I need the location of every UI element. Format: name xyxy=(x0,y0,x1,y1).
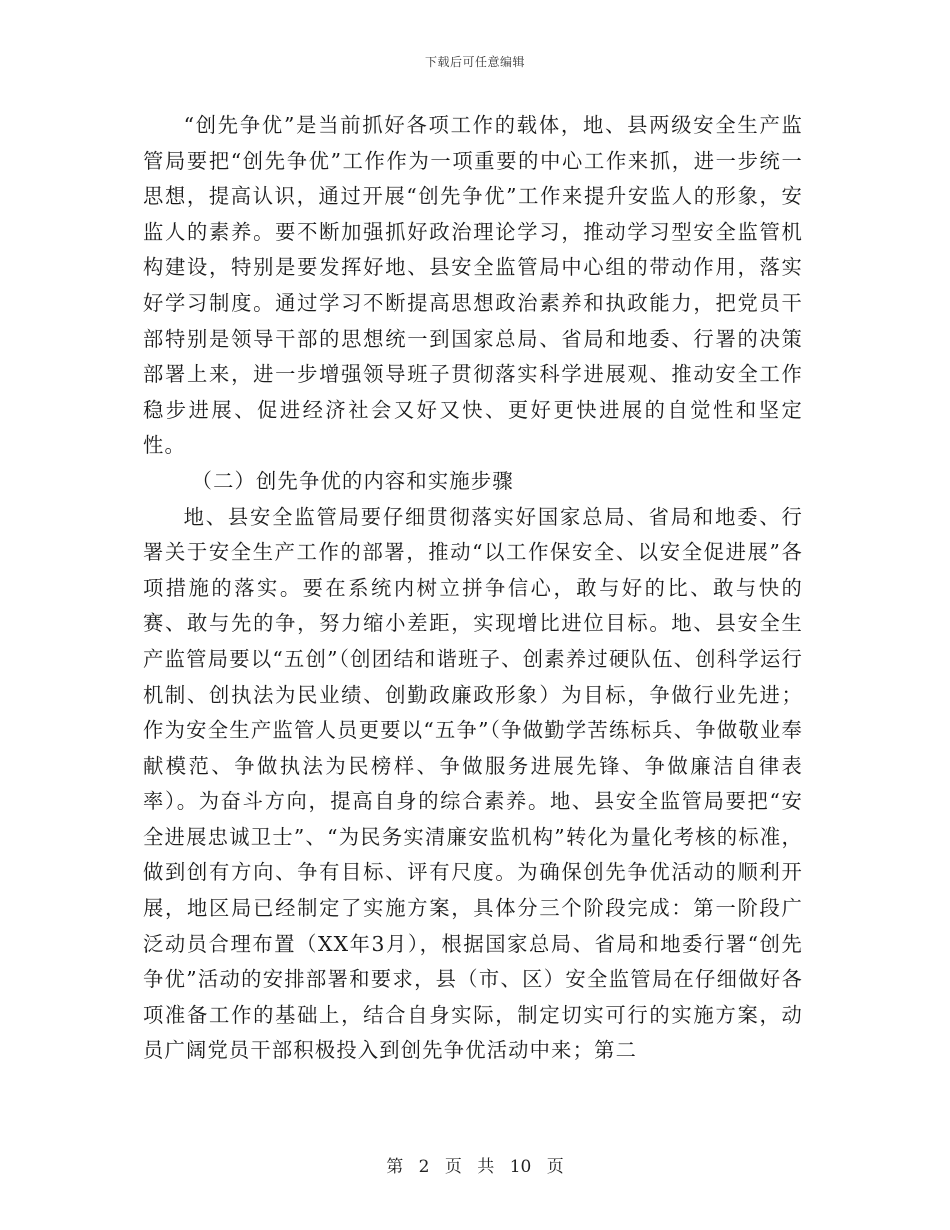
section-heading: （二）创先争优的内容和实施步骤 xyxy=(191,468,514,493)
body-paragraph: 地、县安全监管局要仔细贯彻落实好国家总局、省局和地委、行署关于安全生产工作的部署，推动“以工作保安全、以安全促进展”各项措施的落实。要在系统内树立拼争信心，敢与好的比、敢与快的赛、敢与先的争，努力缩小差距，实现增比进位目标。地、县安全生产监管局要以“五创”（创团结和谐班子、创素养过硬队伍、创科学运行机制、创执法为民业绩、创勤政廉政形象）为目标，争做行业先进；作为安全生产监管人员更要以“五争”（争做勤学苦练标兵、争做敬业奉献模范、争做执法为民榜样、争做服务进展先锋、争做廉洁自律表率）。为奋斗方向，提高自身的综合素养。地、县安全监管局要把“安全进展忠诚卫士”、“为民务实清廉安监机构”转化为量化考核的标准，做到创有方向、争有目标、评有尺度。为确保创先争优活动的顺利开展，地区局已经制定了实施方案，具体分三个阶段完成：第一阶段广泛动员合理布置（XX年3月），根据国家总局、省局和地委行署“创先争优”活动的安排部署和要求，县（市、区）安全监管局在仔细做好各项准备工作的基础上，结合自身实际，制定切实可行的实施方案，动员广阔党员干部积极投入到创先争优活动中来；第二 xyxy=(143,504,803,1063)
page-number: 第 2 页 共 10 页 xyxy=(386,1157,564,1177)
document-body xyxy=(143,108,803,1069)
page-header: 下载后可任意编辑 xyxy=(424,55,525,69)
body-paragraph: “创先争优”是当前抓好各项工作的载体，地、县两级安全生产监管局要把“创先争优”工作作为一项重要的中心工作来抓，进一步统一思想，提高认识，通过开展“创先争优”工作来提升安监人的形象，安监人的素养。要不断加强抓好政治理论学习，推动学习型安全监管机构建设，特别是要发挥好地、县安全监管局中心组的带动作用，落实好学习制度。通过学习不断提高思想政治素养和执政能力，把党员干部特别是领导干部的思想统一到国家总局、省局和地委、行署的决策部署上来，进一步增强领导班子贯彻落实科学进展观、推动安全工作稳步进展、促进经济社会又好又快、更好更快进展的自觉性和坚定性。 xyxy=(143,113,803,458)
